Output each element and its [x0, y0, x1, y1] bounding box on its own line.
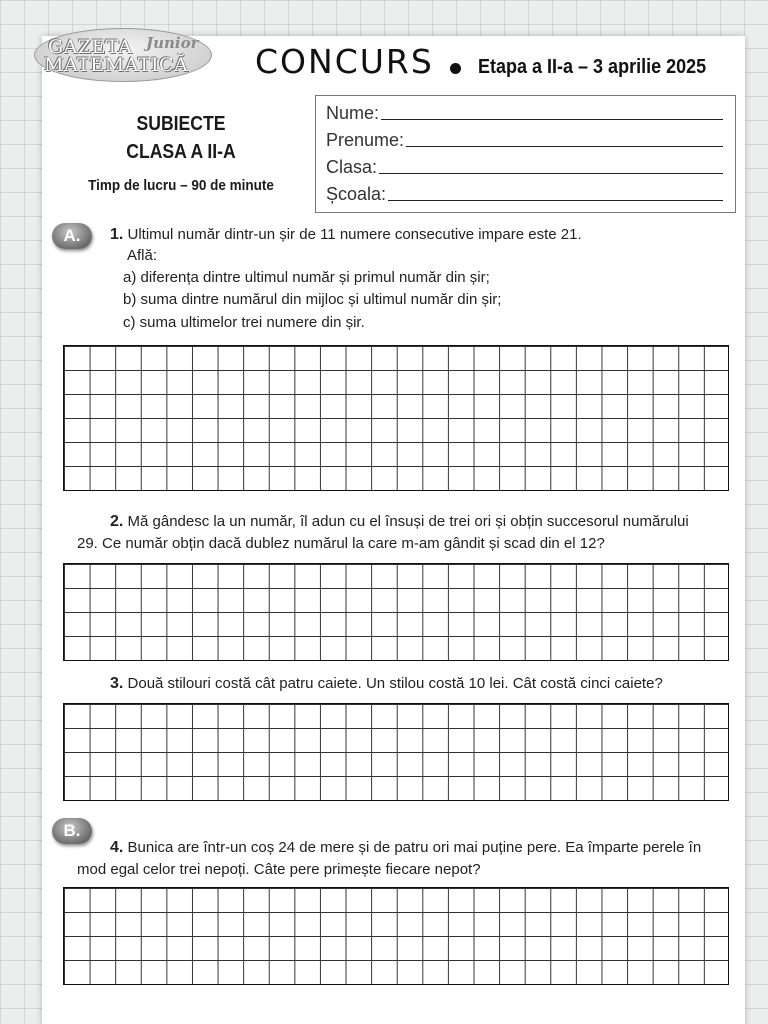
- subject-heading: [66, 110, 296, 194]
- school-field[interactable]: Școala:: [326, 181, 723, 205]
- answer-grid-4[interactable]: [63, 887, 729, 985]
- problem-1-part-b: b) suma dintre numărul din mijloc și ultimul număr din șir;: [123, 291, 502, 308]
- time-limit: Timp de lucru – 90 de minute: [88, 177, 274, 194]
- problem-3-statement: 3. Două stilouri costă cât patru caiete. Un stilou costă 10 lei. Cât costă cinci caiete?: [110, 675, 663, 692]
- student-info-box: [315, 95, 736, 213]
- problem-1-prompt: Află:: [127, 247, 158, 264]
- problem-1-part-a: a) diferența dintre ultimul număr și primul număr din șir;: [123, 269, 490, 286]
- answer-grid-1[interactable]: [63, 345, 729, 491]
- problem-4-statement-line1: 4. Bunica are într-un coș 24 de mere și de patru ori mai puține pere. Ea împarte perele în: [110, 839, 702, 856]
- contest-title: CONCURS: [255, 42, 434, 81]
- subject-title: SUBIECTE: [136, 113, 226, 135]
- problem-2-statement-line1: 2. Mă gândesc la un număr, îl adun cu el însuși de trei ori și obțin succesorul numărului: [110, 513, 689, 530]
- answer-grid-3[interactable]: [63, 703, 729, 801]
- section-a-badge: A.: [52, 223, 92, 249]
- problem-1-part-c: c) suma ultimelor trei numere din șir.: [123, 314, 365, 331]
- name-field[interactable]: Nume:: [326, 100, 723, 124]
- problem-4-statement-line2: mod egal celor trei nepoți. Câte pere primește fiecare nepot?: [77, 861, 481, 878]
- grade-label: CLASA A II-A: [126, 141, 236, 163]
- bullet-separator: [450, 63, 461, 74]
- section-b-badge: B.: [52, 818, 92, 844]
- contest-stage: Etapa a II-a – 3 aprilie 2025: [478, 56, 707, 78]
- problem-2-statement-line2: 29. Ce număr obțin dacă dublez numărul la care m-am gândit și scad din el 12?: [77, 535, 605, 552]
- first-name-field[interactable]: Prenume:: [326, 127, 723, 151]
- answer-grid-2[interactable]: [63, 563, 729, 661]
- gazeta-matematica-logo: GAZETA Junior MATEMATICĂ: [34, 28, 212, 82]
- class-field[interactable]: Clasa:: [326, 154, 723, 178]
- problem-1-statement: 1. Ultimul număr dintr-un șir de 11 numere consecutive impare este 21.: [110, 226, 582, 243]
